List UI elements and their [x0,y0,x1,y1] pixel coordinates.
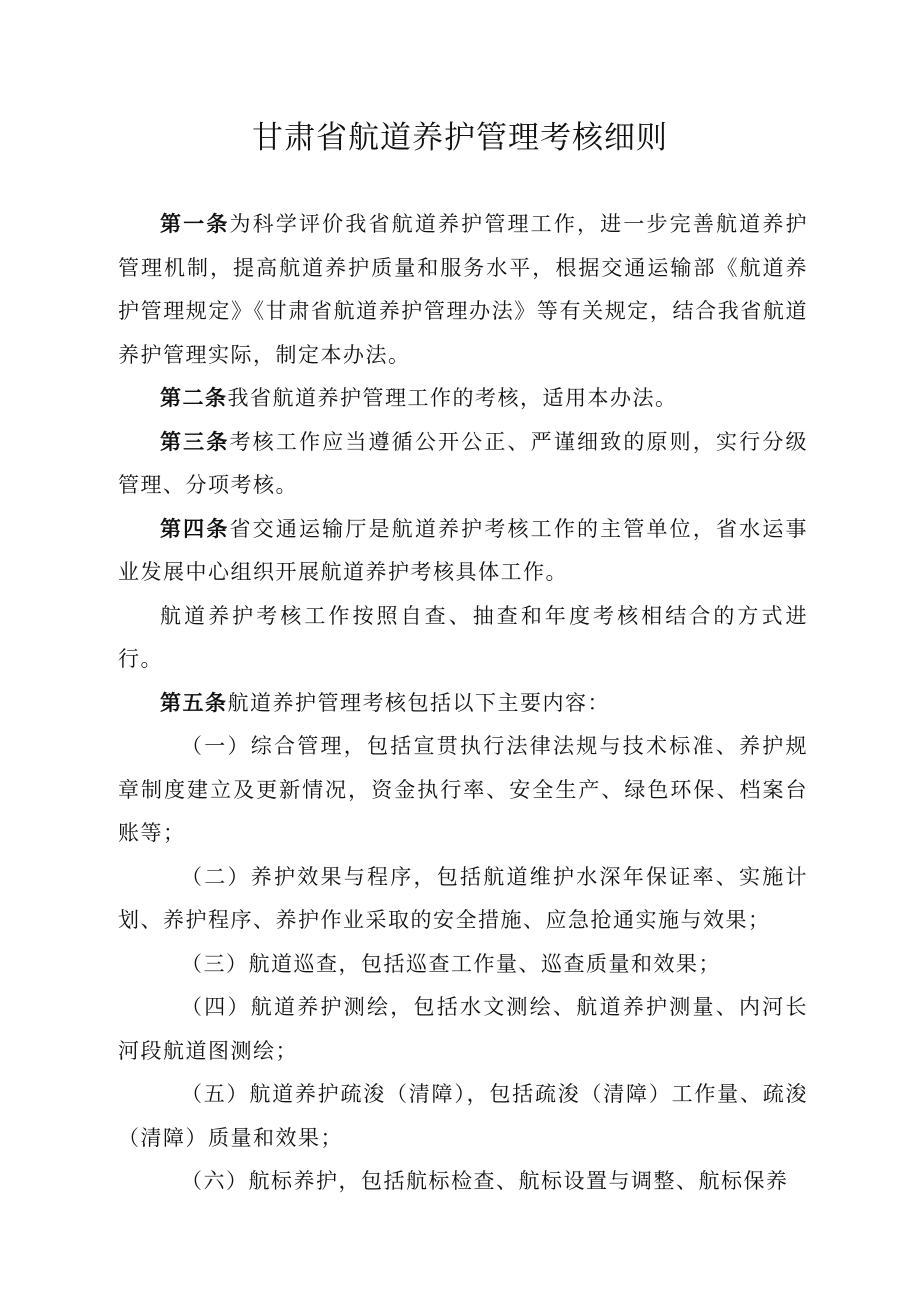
article-1 [118,203,808,377]
article-5 [118,682,808,726]
article-label: 第二条 [160,386,228,410]
article-2 [118,377,808,421]
article-4 [118,508,808,595]
article-4-continuation [118,595,808,682]
article-text: 航道养护管理考核包括以下主要内容： [227,690,610,715]
paragraph-text: 航道养护考核工作按照自查、抽查和年度考核相结合的方式进行。 [118,603,808,671]
article-label: 第三条 [160,429,230,454]
article-text: 省交通运输厅是航道养护考核工作的主管单位，省水运事业发展中心组织开展航道养护考核具体工作。 [118,516,808,584]
article-label: 第一条 [160,212,230,236]
article-label: 第四条 [160,516,230,541]
article-text: 我省航道养护管理工作的考核，适用本办法。 [227,386,678,410]
list-item: （二）养护效果与程序，包括航道维护水深年保证率、实施计划、养护程序、养护作业采取的安全措施、应急抢通实施与效果； [118,864,808,932]
article-3 [118,421,808,508]
article-text: 考核工作应当遵循公开公正、严谨细致的原则，实行分级管理、分项考核。 [118,429,808,497]
list-item: （一）综合管理，包括宣贯执行法律法规与技术标准、养护规章制度建立及更新情况，资金执行率、安全生产、绿色环保、档案台账等； [118,734,808,845]
document-body [118,203,808,1204]
article-label: 第五条 [160,690,228,715]
list-item: （四）航道养护测绘，包括水文测绘、航道养护测量、内河长河段航道图测绘； [118,995,808,1063]
document-title: 甘肃省航道养护管理考核细则 [252,120,668,156]
list-item: （五）航道养护疏浚（清障），包括疏浚（清障）工作量、疏浚（清障）质量和效果； [118,1082,808,1150]
list-item: （六）航标养护，包括航标检查、航标设置与调整、航标保养 [181,1169,789,1193]
article-text: 为科学评价我省航道养护管理工作，进一步完善航道养护管理机制，提高航道养护质量和服务水平，根据交通运输部《航道养护管理规定》《甘肃省航道养护管理办法》等有关规定，结合我省航道养护管理实际，制定本办法。 [118,212,808,367]
list-item: （三）航道巡查，包括巡查工作量、巡查质量和效果； [181,951,721,976]
